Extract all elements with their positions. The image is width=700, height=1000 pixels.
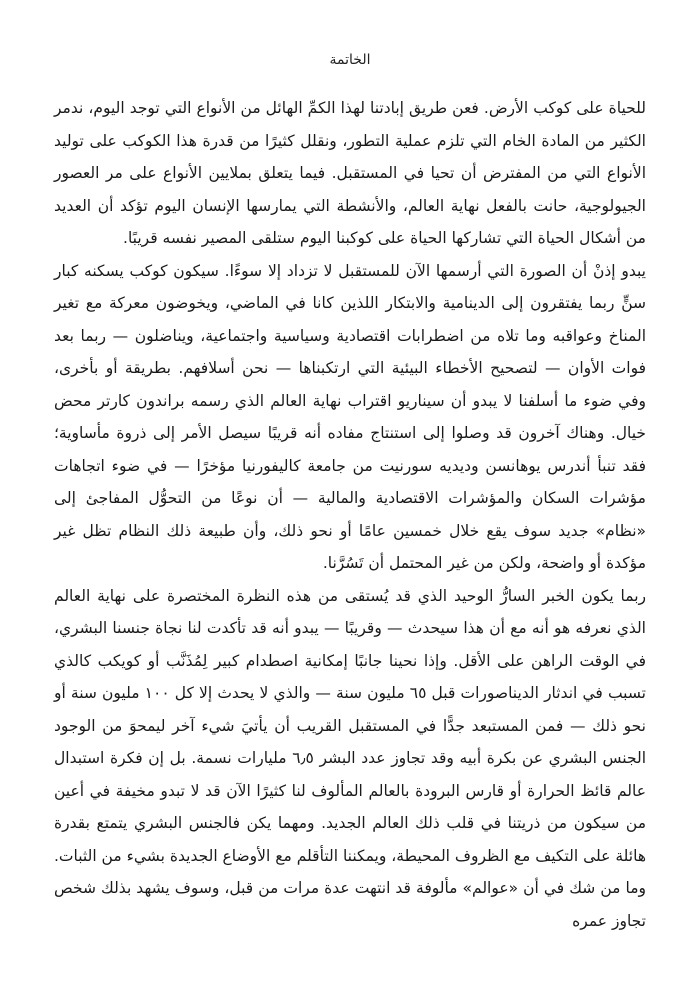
paragraph: ربما يكون الخبر السارُّ الوحيد الذي قد يُستقى من هذه النظرة المختصرة على نهاية العالم الذي نعرفه هو أنه مع أن هذا سيحدث — وقريبًا — يبدو أنه قد تأكدت لنا نجاة جنسنا البشري، في الوقت الراهن على الأقل. وإذا نحينا جانبًا إمكانية اصطدام كبير لِمُذَنَّب أو كويكب كالذي تسبب في اندثار الديناصورات قبل ٦٥ مليون سنة — والذي لا يحدث إلا كل ١٠٠ مليون سنة أو نحو ذلك — فمن المستبعد جدًّا في المستقبل القريب أن يأتيَ شيء آخر ليمحوَ من الوجود الجنس البشري عن بكرة أبيه وقد تجاوز عدد البشر ٦٫٥ مليارات نسمة. بل إن فكرة استبدال عالم قائظ الحرارة أو قارس البرودة بالعالم المألوف لنا كثيرًا الآن قد لا تبدو مخيفة في أعين من سيكون من ذريتنا في قلب ذلك العالم الجديد. ومهما يكن فالجنس البشري يتمتع بقدرة هائلة على التكيف مع الظروف المحيطة، ويمكننا التأقلم مع الأوضاع الجديدة بشيء من الثبات. وما من شك في أن «عوالم» مألوفة قد انتهت عدة مرات من قبل، وسوف يشهد بذلك شخص تجاوز عمره <box>54 586 647 930</box>
paragraph: للحياة على كوكب الأرض. فعن طريق إبادتنا لهذا الكمِّ الهائل من الأنواع التي توجد اليوم، ندمر الكثير من المادة الخام التي تلزم عملية التطور، ونقلل كثيرًا من قدرة هذا الكوكب على توليد الأنواع التي من المفترض أن تحيا في المستقبل. فيما يتعلق بملايين الأنواع على مر العصور الجيولوجية، حانت بالفعل نهاية العالم، والأنشطة التي يمارسها الإنسان اليوم تؤكد أن العديد من أشكال الحياة التي تشاركها الحياة على كوكبنا اليوم ستلقى المصير نفسه قريبًا. <box>54 99 646 247</box>
running-head: الخاتمة <box>329 52 371 68</box>
paragraph: يبدو إذنْ أن الصورة التي أرسمها الآن للمستقبل لا تزداد إلا سوءًا. سيكون كوكب يسكنه كبار سنٍّ ربما يفتقرون إلى الدينامية والابتكار اللذين كانا في الماضي، ويخوضون معركة مع تغير المناخ وعواقبه وما تلاه من اضطرابات اقتصادية وسياسية واجتماعية، ويناضلون — ربما بعد فوات الأوان — لتصحيح الأخطاء البيئية التي ارتكبناها — نحن أسلافهم. بطريقة أو بأخرى، وفي ضوء ما أسلفنا لا يبدو أن سيناريو اقتراب نهاية العالم الذي رسمه براندون كارتر محض خيال. وهناك آخرون قد وصلوا إلى استنتاج مفاده أنه قريبًا سيصل الأمر إلى ذروة مأساوية؛ فقد تنبأ أندرس يوهانسن وديديه سورنيت من جامعة كاليفورنيا مؤخرًا — في ضوء اتجاهات مؤشرات السكان والمؤشرات الاقتصادية والمالية — أن نوعًا من التحوُّل المفاجئ إلى «نظام» جديد سوف يقع خلال خمسين عامًا أو نحو ذلك، وأن طبيعة ذلك النظام تظل غير مؤكدة أو واضحة، ولكن من غير المحتمل أن تَسُرَّنا. <box>54 261 646 572</box>
body-text <box>54 92 646 937</box>
